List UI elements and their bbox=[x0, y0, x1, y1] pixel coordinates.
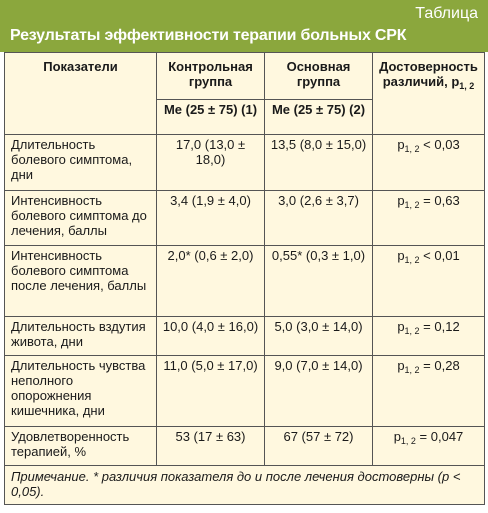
cell-pvalue: $p_{1, 2} < 0,03$ bbox=[373, 135, 485, 191]
results-table bbox=[4, 52, 485, 505]
cell-pvalue: $p_{1, 2} = 0,63$ bbox=[373, 191, 485, 246]
cell-main: 13,5 (8,0 ± 15,0) bbox=[265, 135, 373, 191]
table-title: Результаты эффективности терапии больных СРК bbox=[10, 27, 407, 44]
col-header-diff-sub: 1, 2 bbox=[459, 81, 475, 91]
cell-control: 53 (17 ± 63) bbox=[157, 427, 265, 466]
p-value: = 0,28 bbox=[419, 358, 460, 373]
cell-param: Длительность болевого симптома, дни bbox=[5, 135, 157, 191]
cell-control: 3,4 (1,9 ± 4,0) bbox=[157, 191, 265, 246]
cell-control: 11,0 (5,0 ± 17,0) bbox=[157, 356, 265, 427]
p-value: < 0,01 bbox=[419, 248, 460, 263]
table-row bbox=[5, 135, 485, 191]
header-row bbox=[5, 53, 485, 100]
table-header-bar bbox=[0, 0, 488, 52]
cell-param: Удовлетворенность терапией, % bbox=[5, 427, 157, 466]
table-label: Таблица bbox=[415, 5, 478, 22]
cell-main: 67 (57 ± 72) bbox=[265, 427, 373, 466]
col-header-diff-text: Достоверность различий, p bbox=[379, 59, 478, 89]
cell-control: 17,0 (13,0 ± 18,0) bbox=[157, 135, 265, 191]
subheader-main: Me (25 ± 75) (2) bbox=[265, 100, 373, 135]
subheader-control: Me (25 ± 75) (1) bbox=[157, 100, 265, 135]
cell-pvalue: $p_{1, 2} = 0,047$ bbox=[373, 427, 485, 466]
cell-param: Интенсивность болевого симптома после лечения, баллы bbox=[5, 246, 157, 317]
cell-param: Интенсивность болевого симптома до лечения, баллы bbox=[5, 191, 157, 246]
cell-main: 5,0 (3,0 ± 14,0) bbox=[265, 317, 373, 356]
col-header-param: Показатели bbox=[5, 53, 157, 135]
col-header-diff bbox=[373, 53, 485, 135]
p-value: < 0,03 bbox=[419, 137, 460, 152]
cell-pvalue: $p_{1, 2} = 0,12$ bbox=[373, 317, 485, 356]
p-subscript: 1, 2 bbox=[404, 144, 420, 154]
cell-main: 3,0 (2,6 ± 3,7) bbox=[265, 191, 373, 246]
cell-control: 2,0* (0,6 ± 2,0) bbox=[157, 246, 265, 317]
cell-control: 10,0 (4,0 ± 16,0) bbox=[157, 317, 265, 356]
cell-pvalue: $p_{1, 2} < 0,01$ bbox=[373, 246, 485, 317]
note-row bbox=[5, 466, 485, 505]
table-row bbox=[5, 317, 485, 356]
p-subscript: 1, 2 bbox=[400, 436, 416, 446]
table-row bbox=[5, 191, 485, 246]
cell-param: Длительность вздутия живота, дни bbox=[5, 317, 157, 356]
cell-main: 9,0 (7,0 ± 14,0) bbox=[265, 356, 373, 427]
p-value: = 0,63 bbox=[419, 193, 460, 208]
col-header-control: Контрольная группа bbox=[157, 53, 265, 100]
p-subscript: 1, 2 bbox=[404, 326, 420, 336]
cell-pvalue: $p_{1, 2} = 0,28$ bbox=[373, 356, 485, 427]
p-value: = 0,12 bbox=[419, 319, 460, 334]
table-note: Примечание. * различия показателя до и после лечения достоверны (p < 0,05). bbox=[5, 466, 485, 505]
col-header-main: Основная группа bbox=[265, 53, 373, 100]
table-row bbox=[5, 356, 485, 427]
p-subscript: 1, 2 bbox=[404, 365, 420, 375]
table-row bbox=[5, 427, 485, 466]
table-row bbox=[5, 246, 485, 317]
cell-main: 0,55* (0,3 ± 1,0) bbox=[265, 246, 373, 317]
p-value: = 0,047 bbox=[415, 429, 464, 444]
cell-param: Длительность чувства неполного опорожнения кишечника, дни bbox=[5, 356, 157, 427]
p-subscript: 1, 2 bbox=[404, 255, 420, 265]
p-subscript: 1, 2 bbox=[404, 200, 420, 210]
